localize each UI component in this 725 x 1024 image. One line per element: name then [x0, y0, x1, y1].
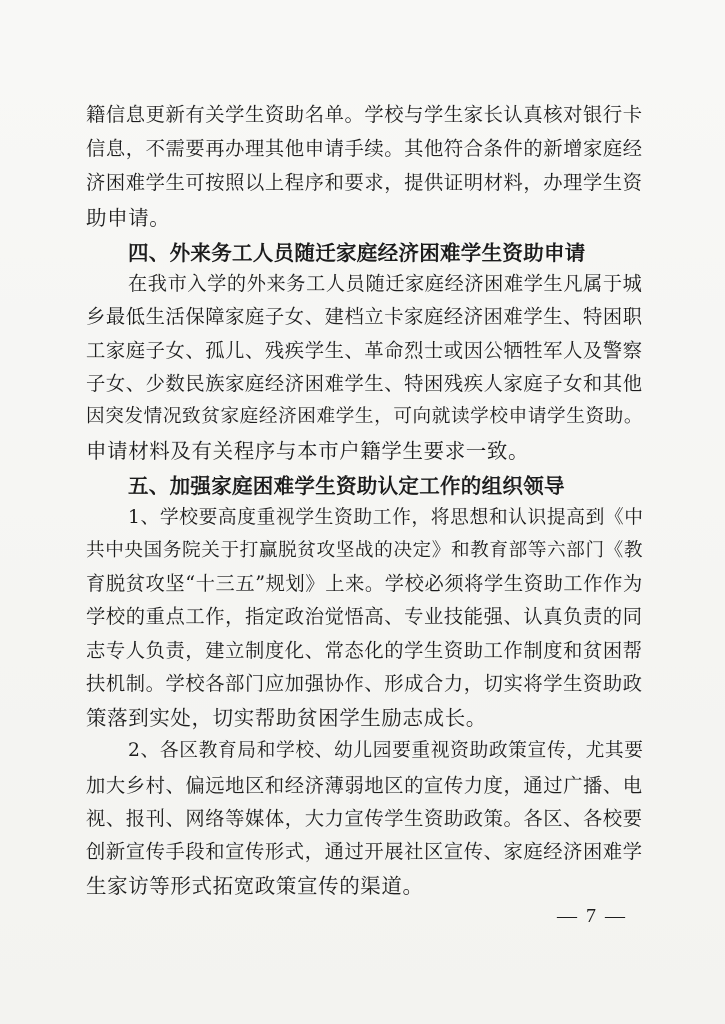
paragraph-line: 信息，不需要再办理其他申请手续。其他符合条件的新增家庭经: [86, 137, 643, 160]
paragraph-line: 创新宣传手段和宣传形式，通过开展社区宣传、家庭经济困难学: [86, 840, 643, 863]
section-heading: 五、加强家庭困难学生资助认定工作的组织领导: [128, 474, 565, 498]
paragraph-line: 共中央国务院关于打赢脱贫攻坚战的决定》和教育部等六部门《教: [86, 540, 644, 561]
paragraph-line: 1、学校要高度重视学生资助工作，将思想和认识提高到《中: [128, 507, 644, 528]
paragraph-line: 生家访等形式拓宽政策宣传的渠道。: [86, 874, 424, 898]
paragraph-line: 在我市入学的外来务工人员随迁家庭经济困难学生凡属于城: [128, 272, 643, 295]
paragraph-line: 济困难学生可按照以上程序和要求，提供证明材料，办理学生资: [86, 171, 643, 194]
paragraph-line: 扶机制。学校各部门应加强协作、形成合力，切实将学生资助政: [86, 672, 643, 695]
paragraph-line: 工家庭子女、孤儿、残疾学生、革命烈士或因公牺牲军人及警察: [86, 339, 643, 362]
paragraph-line: 助申请。: [86, 206, 171, 230]
paragraph-line: 策落到实处，切实帮助贫困学生励志成长。: [86, 706, 487, 730]
paragraph-line: 乡最低生活保障家庭子女、建档立卡家庭经济困难学生、特困职: [86, 305, 643, 328]
page-number: — 7 —: [557, 905, 627, 927]
paragraph-line: 育脱贫攻坚“十三五”规划》上来。学校必须将学生资助工作作为: [86, 572, 643, 595]
paragraph-line: 因突发情况致贫家庭经济困难学生，可向就读学校申请学生资助。: [86, 406, 644, 427]
paragraph-line: 子女、少数民族家庭经济困难学生、特困残疾人家庭子女和其他: [86, 372, 643, 395]
section-heading: 四、外来务工人员随迁家庭经济困难学生资助申请: [128, 241, 586, 265]
paragraph-line: 学校的重点工作，指定政治觉悟高、专业技能强、认真负责的同: [86, 605, 643, 628]
paragraph-line: 加大乡村、偏远地区和经济薄弱地区的宣传力度，通过广播、电: [86, 774, 643, 797]
paragraph-line: 2、各区教育局和学校、幼儿园要重视资助政策宣传，尤其要: [128, 740, 644, 761]
paragraph-line: 籍信息更新有关学生资助名单。学校与学生家长认真核对银行卡: [86, 103, 643, 126]
paragraph-line: 视、报刊、网络等媒体，大力宣传学生资助政策。各区、各校要: [86, 807, 643, 830]
paragraph-line: 申请材料及有关程序与本市户籍学生要求一致。: [86, 439, 530, 463]
paragraph-line: 志专人负责，建立制度化、常态化的学生资助工作制度和贫困帮: [86, 639, 643, 662]
